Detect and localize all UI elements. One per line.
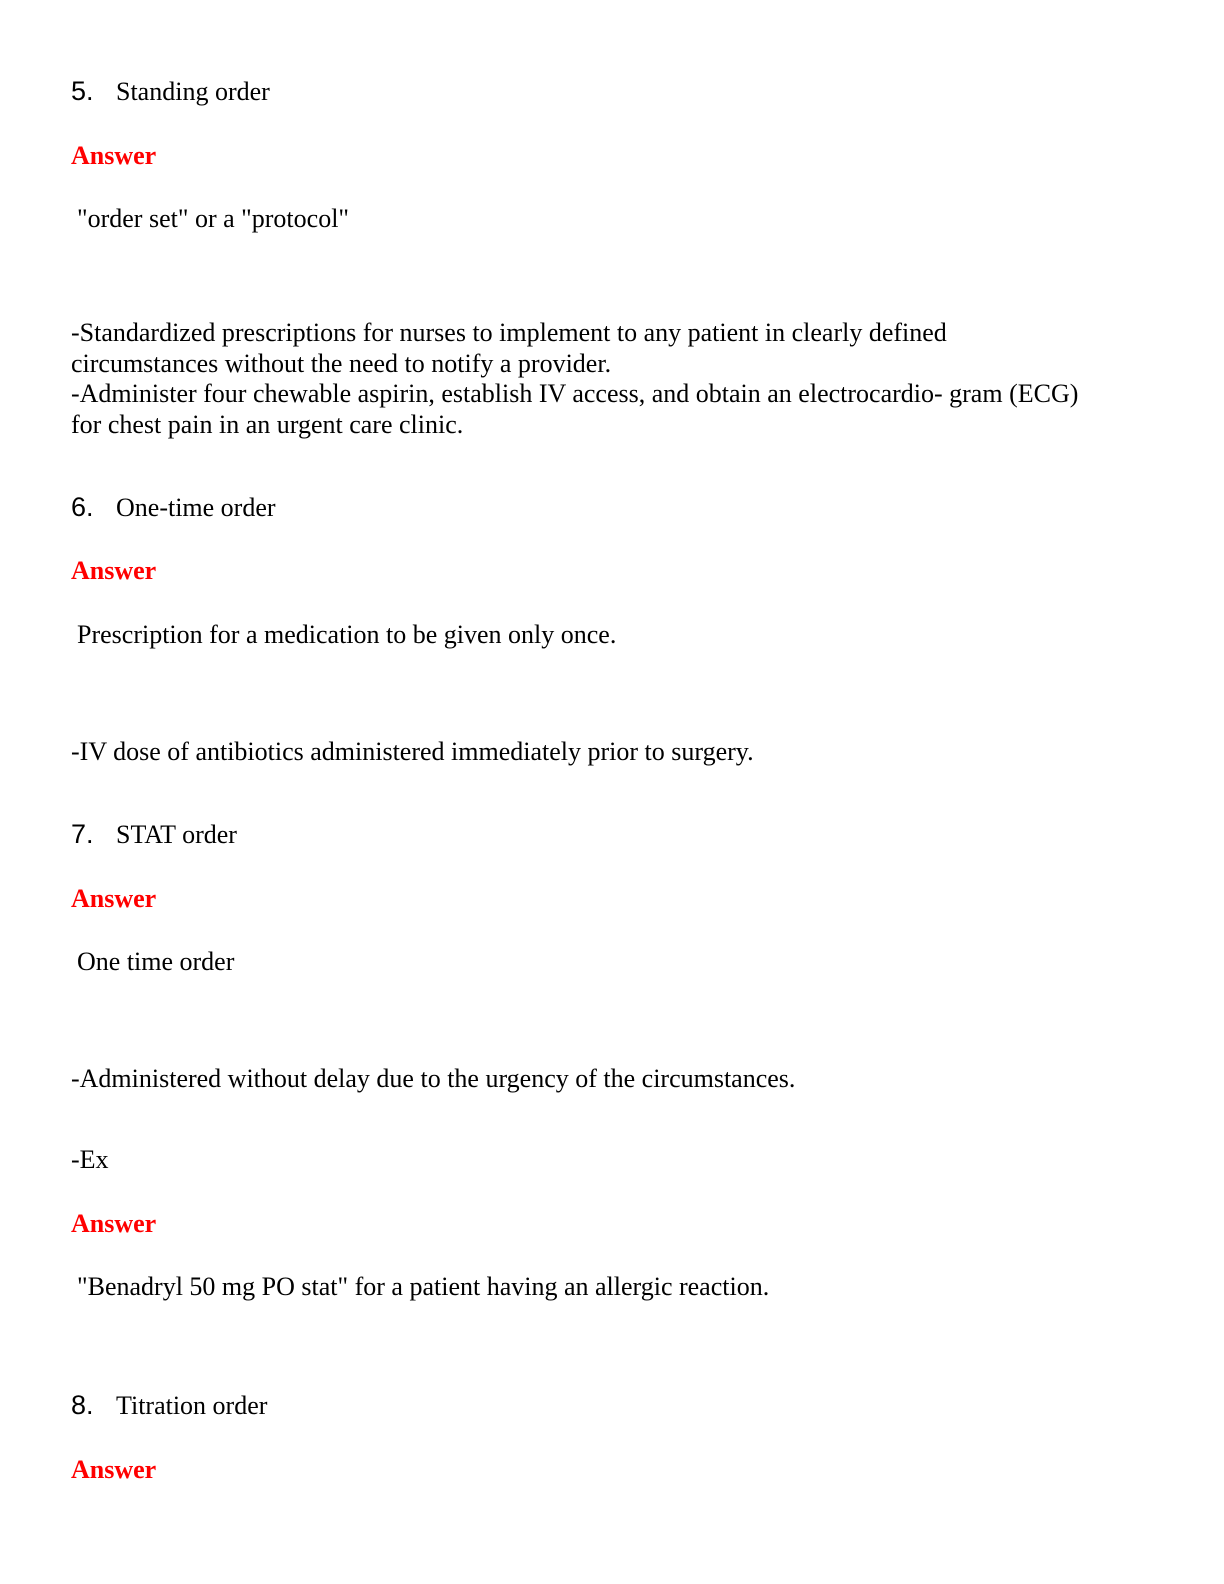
question-number: 5.: [71, 76, 94, 106]
question-term: One-time order: [116, 493, 276, 522]
explanation-line: -Administered without delay due to the urgency of the circumstances.: [71, 1064, 796, 1093]
question-term: STAT order: [116, 820, 237, 849]
answer-text: One time order: [77, 947, 235, 976]
answer-label: Answer: [71, 1455, 157, 1484]
explanation-line: -Standardized prescriptions for nurses to implement to any patient in clearly defined: [71, 318, 947, 347]
answer-label: Answer: [71, 556, 157, 585]
explanation-line: -Administer four chewable aspirin, establish IV access, and obtain an electrocardio- gram (ECG): [71, 379, 1079, 408]
answer-label: Answer: [71, 141, 157, 170]
explanation-block: [71, 318, 1078, 440]
question-number: 8.: [71, 1390, 94, 1420]
answer-label: Answer: [71, 1209, 157, 1238]
answer-label: Answer: [71, 884, 157, 913]
explanation-line: circumstances without the need to notify a provider.: [71, 348, 612, 378]
question-term: Standing order: [116, 77, 270, 106]
answer-text: Prescription for a medication to be given only once.: [77, 620, 617, 649]
explanation-line: for chest pain in an urgent care clinic.: [71, 409, 464, 439]
explanation-line: -IV dose of antibiotics administered immediately prior to surgery.: [71, 737, 754, 766]
question-term: Titration order: [116, 1391, 268, 1420]
answer-text: "Benadryl 50 mg PO stat" for a patient having an allergic reaction.: [77, 1272, 770, 1301]
example-label: -Ex: [71, 1145, 109, 1174]
question-number: 6.: [71, 492, 94, 522]
question-number: 7.: [71, 819, 94, 849]
answer-text: "order set" or a "protocol": [77, 204, 350, 233]
